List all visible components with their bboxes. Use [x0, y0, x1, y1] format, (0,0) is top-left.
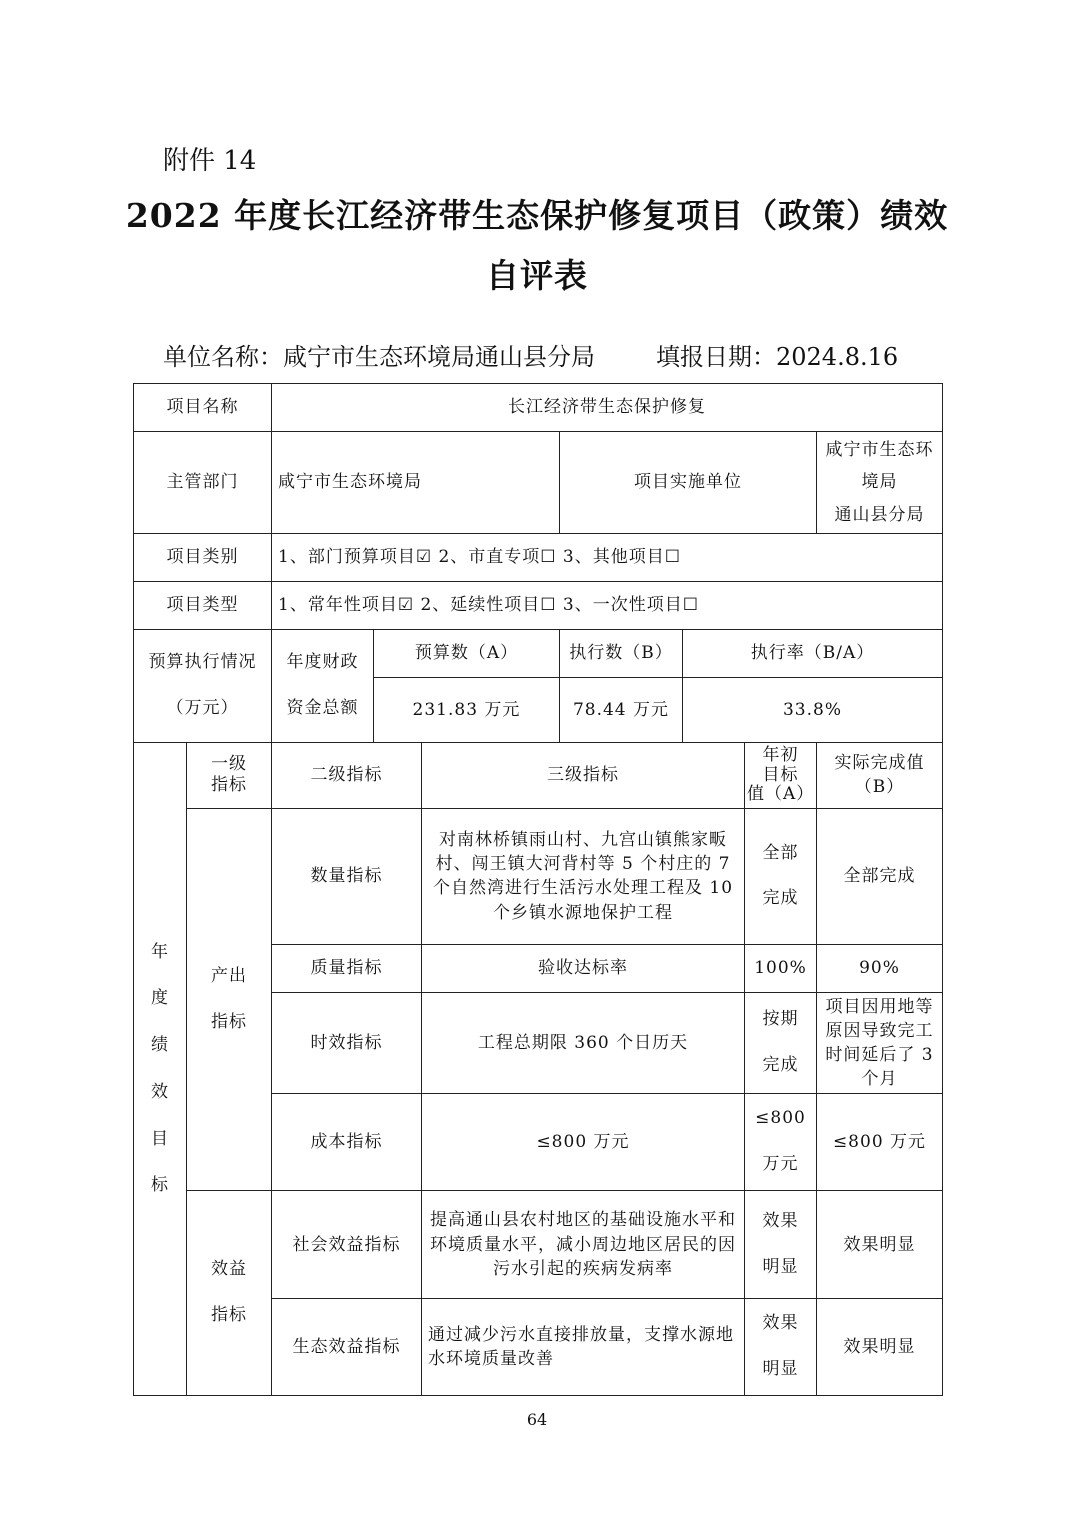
- side-char: 度: [151, 988, 169, 1009]
- side-char: 标: [151, 1175, 169, 1196]
- table-row: [134, 1191, 943, 1299]
- level3-cell: ≤800 万元: [422, 1094, 745, 1191]
- target-line2: 明显: [762, 1359, 799, 1380]
- header-target-line1: 年初: [762, 745, 799, 766]
- performance-side-label: [134, 742, 187, 1395]
- budget-sub-line2: 资金总额: [286, 697, 359, 718]
- output-indicator-label: [187, 808, 272, 1190]
- actual-cell: 全部完成: [817, 808, 943, 944]
- target-line1: 全部: [762, 842, 799, 863]
- col-budget: 预算数（A）: [374, 629, 560, 677]
- exec-value: 78.44 万元: [560, 677, 683, 742]
- target-cell: [745, 1299, 817, 1396]
- department-label: 主管部门: [134, 432, 272, 534]
- actual-cell: 效果明显: [817, 1191, 943, 1299]
- side-char: 目: [151, 1128, 169, 1149]
- level2-cell: 质量指标: [272, 944, 422, 992]
- project-name-value: 长江经济带生态保护修复: [272, 384, 943, 432]
- department-value: 咸宁市生态环境局: [272, 432, 560, 534]
- target-cell: [745, 1191, 817, 1299]
- level3-cell: 工程总期限 360 个日历天: [422, 992, 745, 1094]
- rate-value: 33.8%: [683, 677, 943, 742]
- target-line2: 完成: [762, 888, 799, 909]
- budget-value: 231.83 万元: [374, 677, 560, 742]
- level2-cell: 时效指标: [272, 992, 422, 1094]
- report-date: 填报日期：2024.8.16: [656, 343, 899, 371]
- target-line1: 效果: [762, 1313, 799, 1334]
- impl-unit-label: 项目实施单位: [560, 432, 817, 534]
- page-number: 64: [526, 1410, 548, 1429]
- level3-cell: 对南林桥镇雨山村、九宫山镇熊家畈村、闯王镇大河背村等 5 个村庄的 7 个自然湾进行生活污水处理工程及 10 个乡镇水源地保护工程: [422, 808, 745, 944]
- budget-sub-label: [272, 629, 374, 742]
- level2-cell: 生态效益指标: [272, 1299, 422, 1396]
- category-label: 项目类别: [134, 533, 272, 581]
- type-value: 1、常年性项目☑ 2、延续性项目☐ 3、一次性项目☐: [272, 581, 943, 629]
- side-char: 年: [151, 941, 169, 962]
- side-char: 绩: [151, 1035, 169, 1056]
- unit-name: 单位名称：咸宁市生态环境局通山县分局: [163, 343, 595, 371]
- type-label: 项目类型: [134, 581, 272, 629]
- row-category: [134, 533, 943, 581]
- annex-label: 附件 14: [163, 146, 257, 176]
- document-title: 2022 年度长江经济带生态保护修复项目（政策）绩效: [125, 196, 949, 235]
- level3-cell: 通过减少污水直接排放量，支撑水源地水环境质量改善: [422, 1299, 745, 1396]
- col-exec: 执行数（B）: [560, 629, 683, 677]
- row-project-name: [134, 384, 943, 432]
- header-actual: 实际完成值（B）: [817, 742, 943, 808]
- actual-cell: ≤800 万元: [817, 1094, 943, 1191]
- impl-unit-value: [817, 432, 943, 534]
- target-line1: ≤800: [755, 1108, 806, 1129]
- performance-table: [133, 383, 943, 1396]
- target-line2: 完成: [762, 1055, 799, 1076]
- target-line1: 按期: [762, 1009, 799, 1030]
- impl-unit-line1: 咸宁市生态环境局: [825, 440, 934, 493]
- benefit-label-line2: 指标: [211, 1305, 247, 1326]
- target-line1: 效果: [762, 1210, 799, 1231]
- row-type: [134, 581, 943, 629]
- header-level2: 二级指标: [272, 742, 422, 808]
- output-label-line2: 指标: [211, 1011, 247, 1032]
- side-char: 效: [151, 1081, 169, 1102]
- budget-label-line2: （万元）: [166, 697, 239, 718]
- level3-cell: 验收达标率: [422, 944, 745, 992]
- header-level3: 三级指标: [422, 742, 745, 808]
- target-line1: 100%: [754, 958, 807, 979]
- col-rate: 执行率（B/A）: [683, 629, 943, 677]
- category-value: 1、部门预算项目☑ 2、市直专项☐ 3、其他项目☐: [272, 533, 943, 581]
- row-budget-header: [134, 629, 943, 677]
- header-level1-line1: 一级: [211, 754, 247, 775]
- budget-sub-line1: 年度财政: [286, 652, 359, 672]
- header-level1-line2: 指标: [211, 775, 247, 796]
- header-level1: [187, 742, 272, 808]
- header-target-line2: 目标: [762, 764, 799, 785]
- row-department: [134, 432, 943, 534]
- row-performance-header: [134, 742, 943, 808]
- target-cell: [745, 944, 817, 992]
- level2-cell: 成本指标: [272, 1094, 422, 1191]
- target-line2: 明显: [762, 1256, 799, 1277]
- level2-cell: 社会效益指标: [272, 1191, 422, 1299]
- benefit-indicator-label: [187, 1191, 272, 1396]
- actual-cell: 项目因用地等原因导致完工时间延后了 3 个月: [817, 992, 943, 1094]
- level3-cell: 提高通山县农村地区的基础设施水平和环境质量水平，减小周边地区居民的因污水引起的疾病发病率: [422, 1191, 745, 1299]
- budget-label: [134, 629, 272, 742]
- project-name-label: 项目名称: [134, 384, 272, 432]
- target-line2: 万元: [762, 1154, 799, 1175]
- header-target: [745, 742, 817, 808]
- level2-cell: 数量指标: [272, 808, 422, 944]
- actual-cell: 效果明显: [817, 1299, 943, 1396]
- target-cell: [745, 808, 817, 944]
- target-cell: [745, 992, 817, 1094]
- output-label-line1: 产出: [211, 965, 247, 986]
- budget-label-line1: 预算执行情况: [148, 652, 257, 672]
- target-cell: [745, 1094, 817, 1191]
- document-title-line2: 自评表: [486, 256, 588, 295]
- actual-cell: 90%: [817, 944, 943, 992]
- benefit-label-line1: 效益: [211, 1259, 247, 1280]
- table-row: [134, 808, 943, 944]
- impl-unit-line2: 通山县分局: [834, 504, 925, 525]
- header-target-line3: 值（A）: [747, 784, 815, 805]
